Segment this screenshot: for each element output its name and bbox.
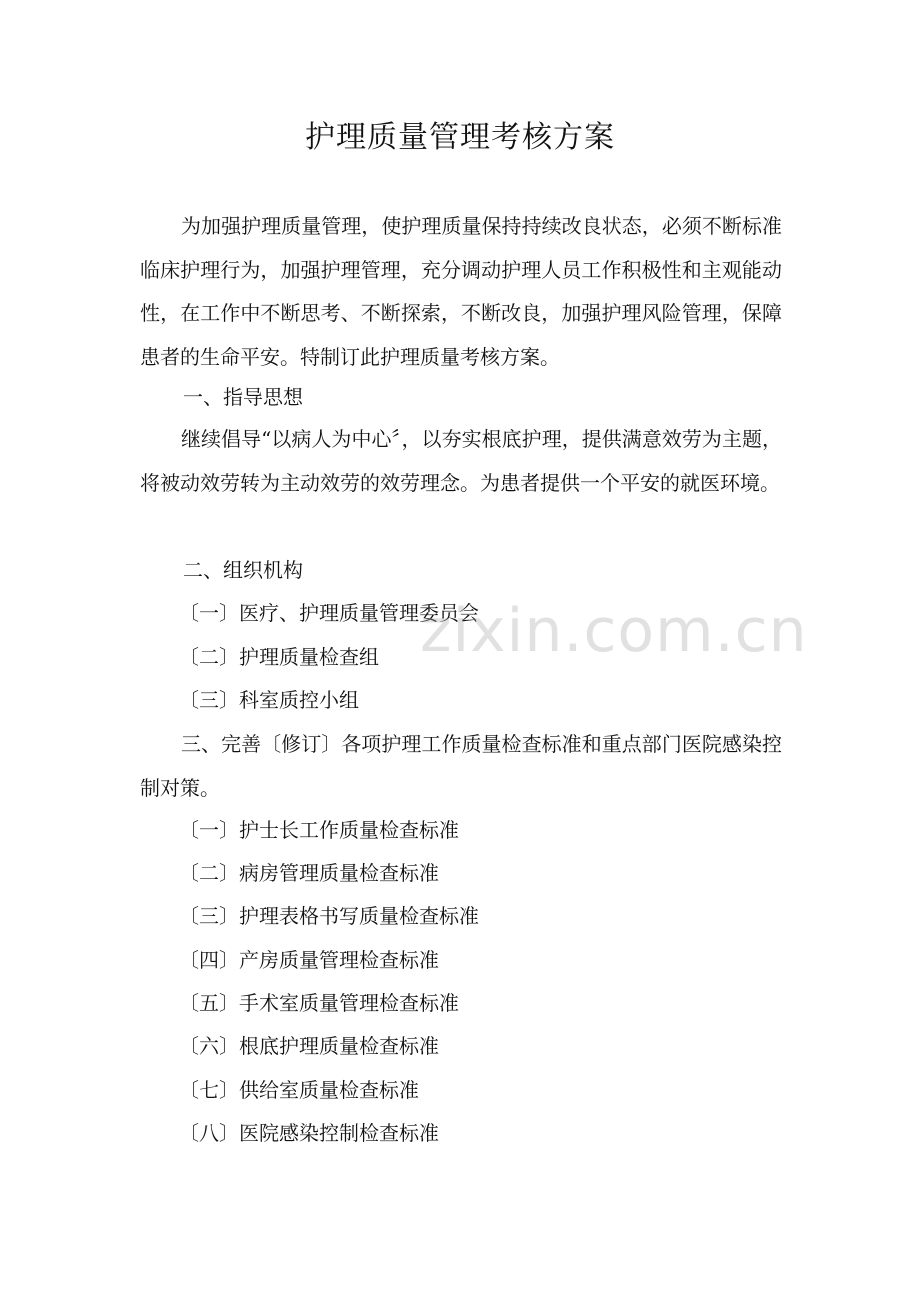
standards-item: 〔一〕护士长工作质量检查标准 xyxy=(179,818,459,842)
standards-item: 〔四〕产房质量管理检查标准 xyxy=(179,948,439,972)
standards-item: 〔六〕根底护理质量检查标准 xyxy=(179,1034,439,1058)
standards-item: 〔二〕病房管理质量检查标准 xyxy=(179,861,439,885)
section-heading-standards: 三、完善〔修订〕各项护理工作质量检查标准和重点部门医院感染控制对策。 xyxy=(140,732,782,800)
section-heading-organization: 二、组织机构 xyxy=(183,558,303,582)
organization-item: 〔二〕护理质量检查组 xyxy=(179,645,379,669)
document-title: 护理质量管理考核方案 xyxy=(305,120,615,155)
standards-item: 〔五〕手术室质量管理检查标准 xyxy=(179,991,459,1015)
organization-item: 〔三〕科室质控小组 xyxy=(179,688,359,712)
section-heading-guiding-ideology: 一、指导思想 xyxy=(183,385,303,409)
standards-item: 〔八〕医院感染控制检查标准 xyxy=(179,1121,439,1145)
intro-paragraph: 为加强护理质量管理，使护理质量保持持续改良状态，必须不断标准临床护理行为，加强护理管理，充分调动护理人员工作积极性和主观能动性，在工作中不断思考、不断探索，不断改良，加强护理风险管理，保障患者的生命平安。特制订此护理质量考核方案。 xyxy=(140,214,782,369)
standards-item: 〔七〕供给室质量检查标准 xyxy=(179,1078,419,1102)
standards-item: 〔三〕护理表格书写质量检查标准 xyxy=(179,904,479,928)
guiding-ideology-paragraph: 继续倡导“以病人为中心〞，以夯实根底护理，提供满意效劳为主题，将被动效劳转为主动效劳的效劳理念。为患者提供一个平安的就医环境。 xyxy=(140,427,782,495)
organization-item: 〔一〕医疗、护理质量管理委员会 xyxy=(179,601,479,625)
watermark-text: zixin.com.cn xyxy=(420,596,808,666)
